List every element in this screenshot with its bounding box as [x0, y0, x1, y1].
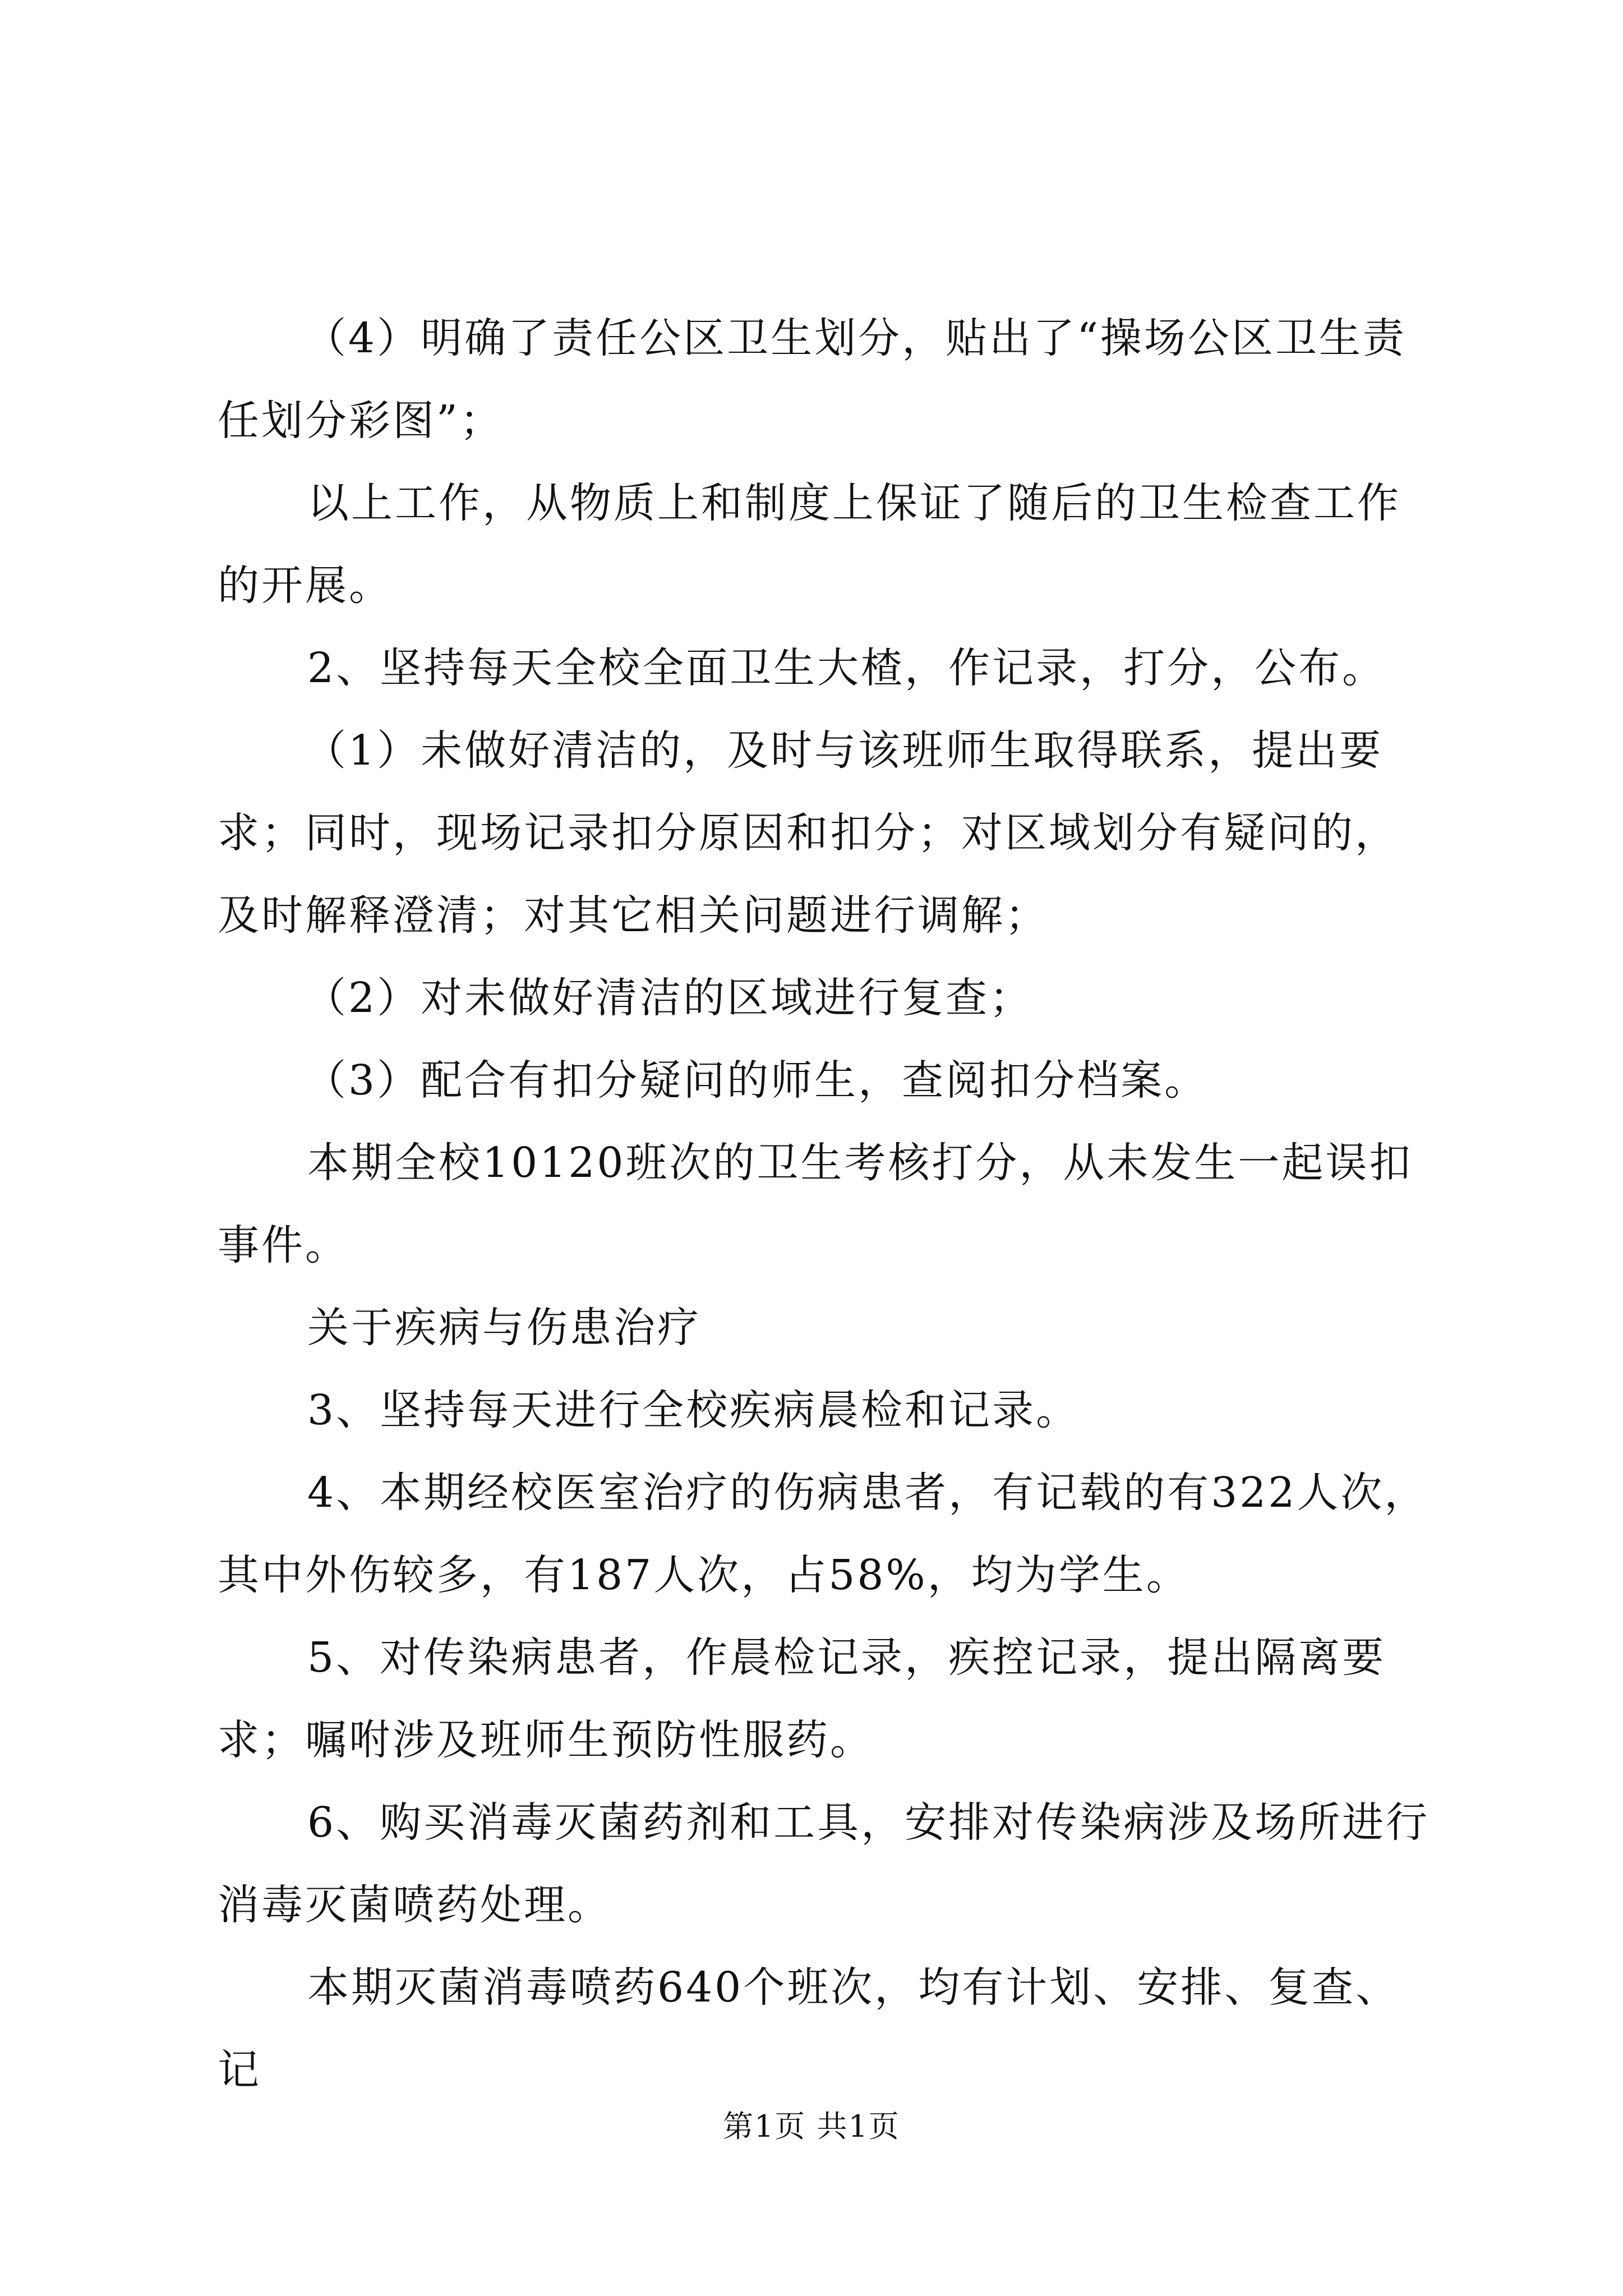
paragraph-4: （1）未做好清洁的，及时与该班师生取得联系，提出要求；同时，现场记录扣分原因和扣分；对区域划分有疑问的，及时解释澄清；对其它相关问题进行调解； — [218, 726, 1399, 940]
paragraph-11: 5、对传染病患者，作晨检记录，疾控记录，提出隔离要求；嘱咐涉及班师生预防性服药。 — [218, 1634, 1386, 1764]
paragraph-1: （4）明确了责任公区卫生划分，贴出了“操场公区卫生责任划分彩图”； — [218, 314, 1407, 445]
paragraph-12: 6、购买消毒灭菌药剂和工具，安排对传染病涉及场所进行消毒灭菌喷药处理。 — [218, 1798, 1430, 1929]
paragraph-3: 2、坚持每天全校全面卫生大楂，作记录，打分，公布。 — [307, 644, 1386, 692]
paragraph-6: （3）配合有扣分疑问的师生，查阅扣分档案。 — [305, 1056, 1209, 1105]
paragraph-5: （2）对未做好清洁的区域进行复查； — [305, 974, 1034, 1022]
page-number-footer: 第1页 共1页 — [723, 2109, 900, 2144]
paragraph-10: 4、本期经校医室治疗的伤病患者，有记载的有322人次，其中外伤较多，有187人次，占58%，均为学生。 — [218, 1469, 1428, 1599]
section-heading: 关于疾病与伤患治疗 — [307, 1304, 701, 1352]
paragraph-9: 3、坚持每天进行全校疾病晨检和记录。 — [307, 1386, 1080, 1434]
paragraph-2: 以上工作，从物质上和制度上保证了随后的卫生检查工作的开展。 — [218, 479, 1401, 610]
paragraph-13: 本期灭菌消毒喷药640个班次，均有计划、安排、复查、记 — [218, 1963, 1400, 2094]
document-body — [218, 297, 1432, 2111]
paragraph-7: 本期全校10120班次的卫生考核打分，从未发生一起误扣事件。 — [218, 1139, 1413, 1269]
